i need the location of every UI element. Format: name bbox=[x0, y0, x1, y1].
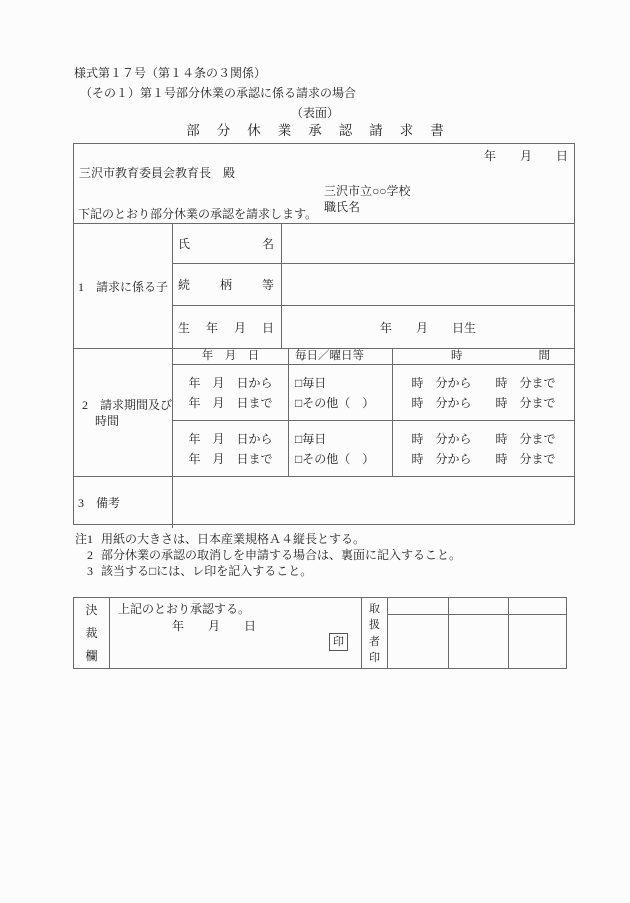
child-birthdate-field: 年 月 日生 bbox=[379, 320, 476, 335]
section-remarks-label: 3 備考 bbox=[74, 477, 173, 528]
checkbox-other: □その他（ ） bbox=[295, 451, 375, 466]
child-name-label bbox=[173, 224, 282, 263]
checkbox-daily: □毎日 bbox=[295, 375, 327, 390]
label-char: 決 bbox=[85, 603, 98, 617]
note-text: 該当する□には、レ印を記入すること。 bbox=[101, 564, 313, 578]
period-times-2 bbox=[393, 421, 574, 476]
note-2 bbox=[73, 547, 573, 563]
section-child-label: 1 請求に係る子 bbox=[74, 224, 173, 348]
child-relation-label bbox=[173, 264, 282, 306]
child-birthdate-row bbox=[173, 306, 574, 348]
seal-cell-top bbox=[388, 598, 448, 615]
section-period bbox=[74, 349, 574, 477]
approval-date-line: 年 月 日 bbox=[172, 619, 257, 633]
section-remarks bbox=[74, 477, 574, 528]
label-char: 月 bbox=[233, 320, 246, 335]
handler-seal-label bbox=[362, 598, 388, 668]
col-header-time bbox=[393, 349, 574, 364]
time-range: 時 分から 時 分まで bbox=[411, 431, 556, 446]
period-daily-2 bbox=[289, 421, 393, 476]
form-code: 様式第１７号（第１４条の３関係） bbox=[74, 66, 267, 80]
note-number: 注1 bbox=[74, 532, 93, 546]
label-char: 取 bbox=[369, 603, 380, 615]
approval-column-label bbox=[74, 598, 110, 668]
section-period-label bbox=[74, 349, 173, 476]
note-1 bbox=[73, 531, 573, 547]
section-child bbox=[74, 224, 574, 349]
period-times-1 bbox=[393, 365, 574, 420]
label-char: 日 bbox=[261, 320, 274, 335]
label-char: 等 bbox=[261, 278, 274, 293]
child-birthdate-label bbox=[173, 306, 282, 348]
form-title: 部分休業承認請求書 bbox=[186, 123, 461, 138]
label-char: 間 bbox=[538, 350, 550, 362]
section-period-label-text: 2 請求期間及び時間 bbox=[82, 397, 173, 428]
submission-date-line: 年 月 日 bbox=[483, 149, 568, 163]
label-char: 扱 bbox=[369, 619, 380, 632]
time-range: 時 分から 時 分まで bbox=[411, 395, 556, 410]
seal-cell-bottom bbox=[509, 615, 566, 668]
label-char: 者 bbox=[369, 635, 380, 648]
label-char: 名 bbox=[261, 236, 274, 251]
child-relation-row bbox=[173, 264, 574, 307]
approval-statement: 上記のとおり承認する。 bbox=[118, 602, 251, 616]
label-char: 欄 bbox=[85, 649, 98, 663]
time-range: 時 分から 時 分まで bbox=[411, 375, 556, 390]
period-daily-1 bbox=[289, 365, 393, 420]
period-row-1 bbox=[173, 365, 574, 421]
note-text: 用紙の大きさは、日本産業規格Ａ４縦長とする。 bbox=[101, 532, 366, 546]
label-char: 年 bbox=[205, 320, 218, 335]
note-number: 2 bbox=[87, 548, 93, 562]
period-dates-2 bbox=[173, 421, 289, 476]
period-from: 年 月 日から bbox=[188, 431, 273, 446]
period-dates-1 bbox=[173, 365, 289, 420]
note-text: 部分休業の承認の取消しを申請する場合は、裏面に記入すること。 bbox=[101, 548, 462, 562]
note-3 bbox=[73, 563, 573, 579]
checkbox-other: □その他（ ） bbox=[295, 395, 375, 410]
col-header-daily: 毎日／曜日等 bbox=[289, 349, 393, 364]
handler-seal-cell-1 bbox=[388, 598, 448, 668]
handler-seal-cell-2 bbox=[448, 598, 508, 668]
label-char: 氏 bbox=[178, 236, 191, 251]
label-char: 裁 bbox=[85, 626, 98, 640]
child-name-row bbox=[173, 224, 574, 264]
time-range: 時 分から 時 分まで bbox=[411, 451, 556, 466]
applicant-name-label: 職氏名 bbox=[324, 200, 361, 214]
checkbox-daily: □毎日 bbox=[295, 431, 327, 446]
label-char: 続 bbox=[178, 278, 191, 293]
form-case-subtitle: （その１）第１号部分休業の承認に係る請求の場合 bbox=[80, 86, 357, 100]
seal-cell-top bbox=[449, 598, 508, 615]
request-statement: 下記のとおり部分休業の承認を請求します。 bbox=[78, 207, 318, 221]
period-to: 年 月 日まで bbox=[188, 395, 273, 410]
form-header-block bbox=[74, 144, 574, 224]
label-char: 印 bbox=[369, 651, 380, 664]
footnotes bbox=[73, 531, 573, 579]
seal-cell-top bbox=[509, 598, 566, 615]
child-relation-field bbox=[282, 264, 574, 306]
approval-table bbox=[73, 597, 567, 669]
handler-seal-cell-3 bbox=[508, 598, 566, 668]
form-side-label: （表面） bbox=[290, 106, 339, 120]
seal-cell-bottom bbox=[388, 615, 448, 668]
seal-placeholder: 印 bbox=[329, 633, 348, 651]
label-char: 柄 bbox=[219, 278, 232, 293]
period-row-2 bbox=[173, 421, 574, 476]
remarks-field bbox=[173, 477, 574, 528]
period-column-headers bbox=[173, 349, 574, 365]
label-char: 生 bbox=[178, 320, 191, 335]
main-form-table bbox=[73, 143, 575, 525]
period-from: 年 月 日から bbox=[188, 375, 273, 390]
addressee-line: 三沢市教育委員会教育長 殿 bbox=[79, 166, 236, 180]
seal-cell-bottom bbox=[449, 615, 508, 668]
note-number: 3 bbox=[87, 564, 93, 578]
child-name-field bbox=[282, 224, 574, 263]
school-name-line: 三沢市立○○学校 bbox=[324, 184, 411, 198]
period-to: 年 月 日まで bbox=[188, 451, 273, 466]
label-char: 時 bbox=[451, 350, 463, 362]
col-header-date: 年 月 日 bbox=[173, 349, 289, 364]
approval-content-cell bbox=[110, 598, 362, 668]
